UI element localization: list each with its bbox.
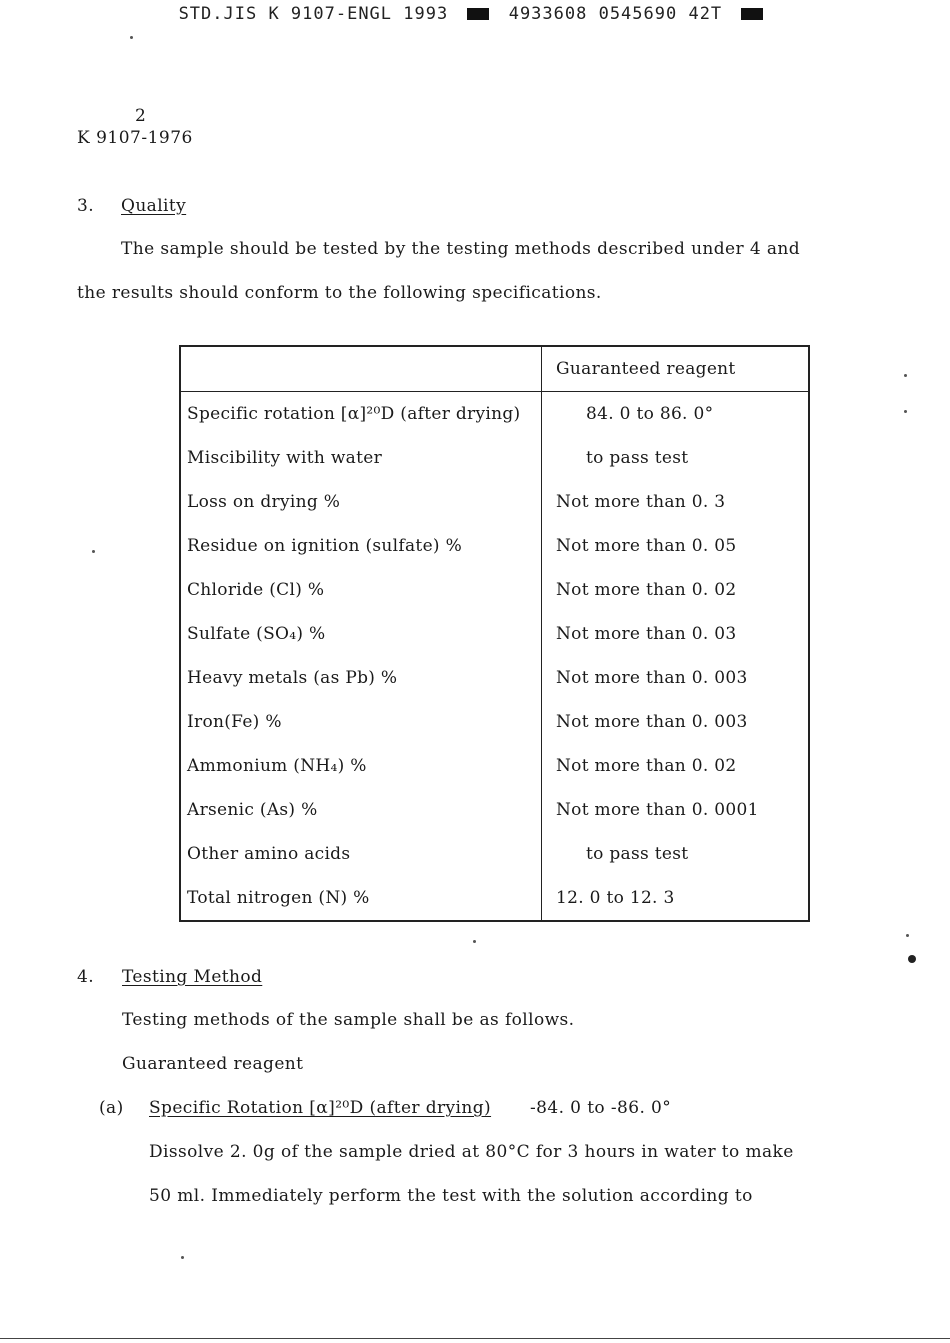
item-a-value: -84. 0 to -86. 0°: [530, 1098, 672, 1118]
item-a-body-line-2: 50 ml. Immediately perform the test with the solution according to: [149, 1186, 753, 1206]
table-cell-item: Total nitrogen (N) %: [180, 876, 542, 921]
section-3-paragraph-line-1: The sample should be tested by the testing methods described under 4 and: [121, 239, 801, 259]
table-cell-value: to pass test: [586, 448, 689, 468]
scan-speck: [181, 1256, 184, 1259]
scan-speck: [904, 374, 907, 377]
table-row: [180, 788, 809, 832]
scan-speck: [908, 955, 916, 963]
table-cell-item: Heavy metals (as Pb) %: [180, 656, 542, 700]
table-row: [180, 656, 809, 700]
table-row: [180, 524, 809, 568]
table-row: [180, 700, 809, 744]
specification-table: [179, 345, 810, 922]
section-3-title: Quality: [121, 196, 187, 216]
table-cell-value: 84. 0 to 86. 0°: [586, 404, 714, 424]
table-cell-item: Specific rotation [α]²⁰D (after drying): [180, 392, 542, 437]
table-cell-item: Miscibility with water: [180, 436, 542, 480]
scan-speck: [473, 940, 476, 943]
table-cell-item: Sulfate (SO₄) %: [180, 612, 542, 656]
table-cell-item: Residue on ignition (sulfate) %: [180, 524, 542, 568]
standard-code: K 9107-1976: [77, 128, 193, 148]
table-cell-item: Arsenic (As) %: [180, 788, 542, 832]
table-cell-value: to pass test: [586, 844, 689, 864]
table-cell-item: Iron(Fe) %: [180, 700, 542, 744]
item-a-title: Specific Rotation [α]²⁰D (after drying): [149, 1098, 492, 1118]
section-4-intro: Testing methods of the sample shall be as follows.: [122, 1010, 575, 1030]
table-header-value: Guaranteed reagent: [542, 346, 810, 392]
item-a-body-line-1: Dissolve 2. 0g of the sample dried at 80°C for 3 hours in water to make: [149, 1142, 794, 1162]
table-cell-value: Not more than 0. 003: [556, 712, 748, 732]
table-row: [180, 832, 809, 876]
table-cell-item: Ammonium (NH₄) %: [180, 744, 542, 788]
scan-speck: [92, 550, 95, 553]
item-a-label: (a): [99, 1098, 124, 1118]
scan-header: [0, 4, 950, 24]
header-right: 4933608 0545690 42T: [508, 4, 723, 24]
table-cell-value: Not more than 0. 05: [556, 536, 737, 556]
section-3-paragraph-line-2: the results should conform to the following specifications.: [77, 283, 602, 303]
table-cell-item: Loss on drying %: [180, 480, 542, 524]
table-cell-value: Not more than 0. 03: [556, 624, 737, 644]
section-3-number: 3.: [77, 196, 95, 216]
table-row: [180, 876, 809, 921]
section-4-number: 4.: [77, 967, 95, 987]
table-cell-value: Not more than 0. 02: [556, 580, 737, 600]
table-cell-item: Other amino acids: [180, 832, 542, 876]
section-4-subhead: Guaranteed reagent: [122, 1054, 304, 1074]
table-row: [180, 744, 809, 788]
scan-speck: [904, 410, 907, 413]
table-header-row: [180, 346, 809, 392]
scan-speck: [130, 36, 133, 39]
table-row: [180, 568, 809, 612]
redaction-bar: [467, 8, 489, 20]
section-4-title: Testing Method: [122, 967, 263, 987]
table-row: [180, 612, 809, 656]
page-number: 2: [135, 106, 146, 126]
table-row: [180, 392, 809, 437]
table-cell-value: Not more than 0. 003: [556, 668, 748, 688]
table-row: [180, 480, 809, 524]
table-cell-value: 12. 0 to 12. 3: [556, 888, 675, 908]
redaction-bar: [741, 8, 763, 20]
table-header-item: [180, 346, 542, 392]
scan-bottom-edge: [0, 1338, 950, 1339]
table-cell-value: Not more than 0. 0001: [556, 800, 759, 820]
table-row: [180, 436, 809, 480]
table-cell-value: Not more than 0. 3: [556, 492, 726, 512]
table-cell-item: Chloride (Cl) %: [180, 568, 542, 612]
scan-speck: [906, 934, 909, 937]
table-cell-value: Not more than 0. 02: [556, 756, 737, 776]
header-left: STD.JIS K 9107-ENGL 1993: [178, 4, 449, 24]
